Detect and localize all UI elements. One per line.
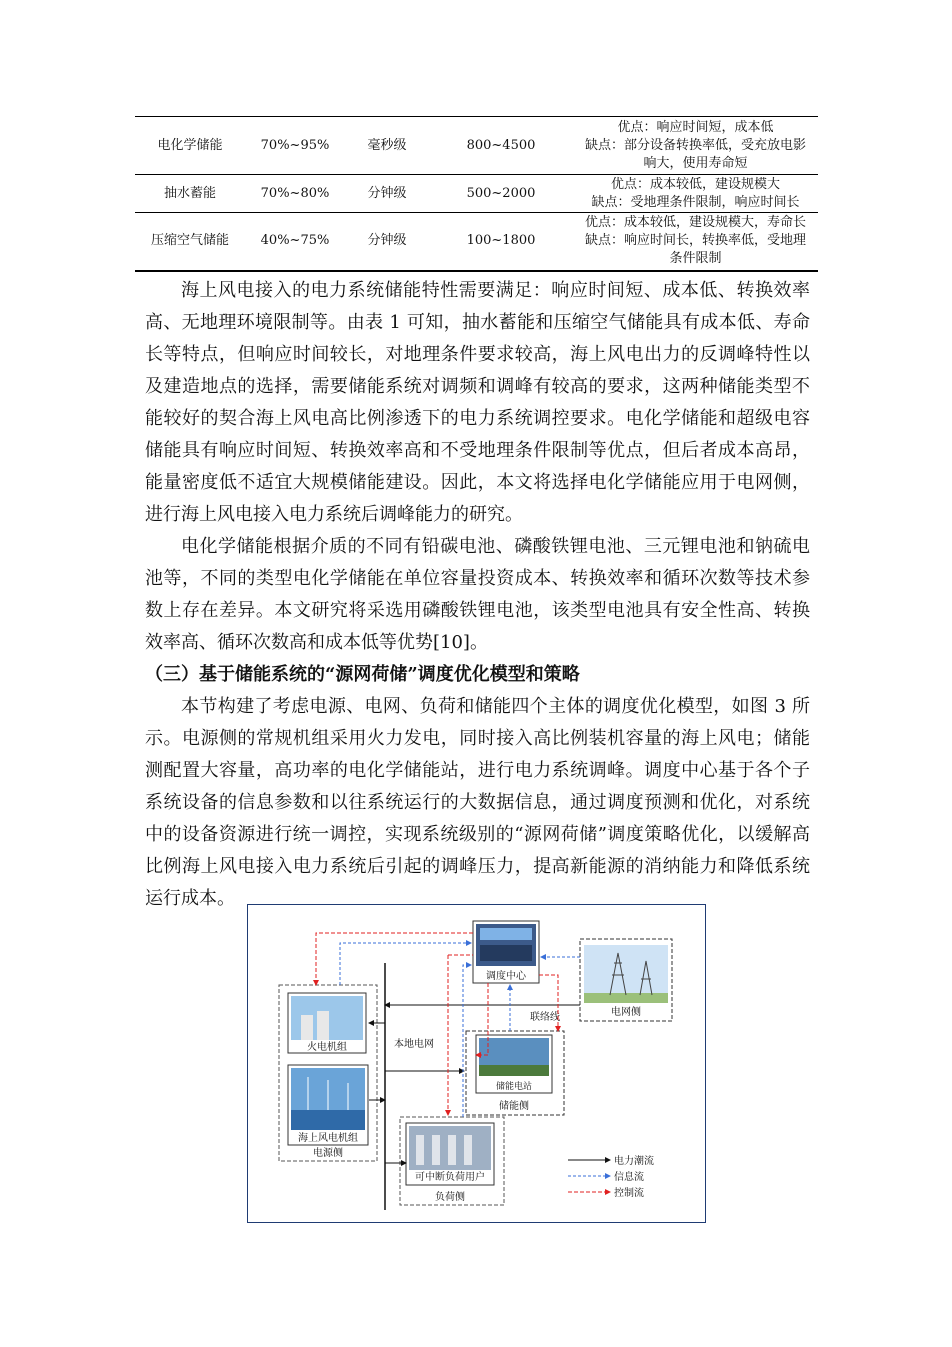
table-cell: 电化学储能 xyxy=(157,137,223,153)
diagram xyxy=(248,905,707,1224)
dispatch-center xyxy=(473,921,539,983)
info-flow-arrow xyxy=(340,943,471,985)
load-side-label: 负荷侧 xyxy=(435,1192,465,1203)
paragraph: 海上风电接入的电力系统储能特性需要满足：响应时间短、成本低、转换效率高、无地理环境限制等。由表 1 可知，抽水蓄能和压缩空气储能具有成本低、寿命长等特点，但响应时间较长，对地理条件要求较高，海上风电出力的反调峰特性以及建造地点的选择，需要储能系统对调频和调峰有较高的要求，这两种储能类型不能较好的契合海上风电高比例渗透下的电力系统调控要求。电化学储能和超级电容储能具有响应时间短、转换效率高和不受地理条件限制等优点，但后者成本高昂，能量密度低不适宜大规模储能建设。因此，本文将选择电化学储能应用于电网侧，进行海上风电接入电力系统后调峰能力的研究。 xyxy=(145,280,810,525)
local-grid-label: 本地电网 xyxy=(394,1039,434,1050)
pros-cons-line: 条件限制 xyxy=(669,251,722,267)
body-text xyxy=(145,275,810,915)
pros-cons-line: 响大，使用寿命短 xyxy=(643,155,748,171)
tie-line-label: 联络线 xyxy=(530,1012,560,1023)
source-side xyxy=(279,985,377,1161)
pros-cons-line: 优点：成本较低，建设规模大，寿命长 xyxy=(584,215,806,231)
storage-comparison-table xyxy=(135,116,818,272)
figure-dispatch-model xyxy=(247,904,706,1223)
table-cell xyxy=(573,175,818,213)
pros-cons-line: 缺点：受地理条件限制，响应时间长 xyxy=(591,194,800,210)
table-row xyxy=(135,117,818,175)
table-cell: 500~2000 xyxy=(466,185,536,201)
thermal-unit-label: 火电机组 xyxy=(307,1042,347,1053)
table-cell: 毫秒级 xyxy=(367,137,407,153)
storage-side-label: 储能侧 xyxy=(499,1101,529,1112)
table-cell xyxy=(573,117,818,175)
storage-side xyxy=(466,1031,564,1115)
load-side xyxy=(400,1117,504,1205)
table-cell: 800~4500 xyxy=(466,137,536,153)
storage-station-label: 储能电站 xyxy=(495,1082,533,1092)
offshore-wind-label: 海上风电机组 xyxy=(298,1133,358,1144)
info-flow-arrow xyxy=(463,965,471,1117)
table-cell: 70%~80% xyxy=(260,185,330,201)
pros-cons-line: 优点：响应时间短，成本低 xyxy=(617,119,774,135)
table-row xyxy=(135,213,818,271)
grid-side xyxy=(580,939,672,1021)
section-heading: （三）基于储能系统的“源网荷储”调度优化模型和策略 xyxy=(145,664,580,685)
paragraph: 电化学储能根据介质的不同有铅碳电池、磷酸铁锂电池、三元锂电池和钠硫电池等，不同的类型电化学储能在单位容量投资成本、转换效率和循环次数等技术参数上存在差异。本文研究将采选用磷酸铁锂电池，该类型电池具有安全性高、转换效率高、循环次数高和成本低等优势[10]。 xyxy=(145,536,810,653)
table-cell: 70%~95% xyxy=(260,137,330,153)
pros-cons-line: 优点：成本较低，建设规模大 xyxy=(610,176,780,192)
interruptible-load-label: 可中断负荷用户 xyxy=(415,1172,485,1183)
pros-cons-line: 缺点：部分设备转换率低，受充放电影 xyxy=(584,137,806,153)
table-row xyxy=(135,175,818,213)
pros-cons-line: 缺点：响应时间长，转换率低，受地理 xyxy=(584,233,806,249)
table-cell: 分钟级 xyxy=(367,185,407,201)
dispatch-center-label: 调度中心 xyxy=(486,971,526,982)
table-cell: 压缩空气储能 xyxy=(150,233,229,249)
table-cell xyxy=(573,213,818,271)
legend xyxy=(568,1154,654,1199)
table-cell: 100~1800 xyxy=(466,233,536,249)
source-side-label: 电源侧 xyxy=(313,1148,343,1159)
table-cell: 分钟级 xyxy=(367,233,407,249)
legend-power-label: 电力潮流 xyxy=(614,1156,654,1167)
paragraph: 本节构建了考虑电源、电网、负荷和储能四个主体的调度优化模型，如图 3 所示。电源侧的常规机组采用火力发电，同时接入高比例装机容量的海上风电；储能测配置大容量，高功率的电化学储能站，进行电力系统调峰。调度中心基于各个子系统设备的信息参数和以往系统运行的大数据信息，通过调度预测和优化，对系统中的设备资源进行统一调控，实现系统级别的“源网荷储”调度策略优化，以缓解高比例海上风电接入电力系统后引起的调峰压力，提高新能源的消纳能力和降低系统运行成本。 xyxy=(145,696,810,909)
table-cell: 抽水蓄能 xyxy=(163,185,216,201)
grid-side-label: 电网侧 xyxy=(611,1007,641,1018)
table-cell: 40%~75% xyxy=(260,233,330,249)
legend-info-label: 信息流 xyxy=(614,1172,644,1183)
legend-control-label: 控制流 xyxy=(614,1188,644,1199)
